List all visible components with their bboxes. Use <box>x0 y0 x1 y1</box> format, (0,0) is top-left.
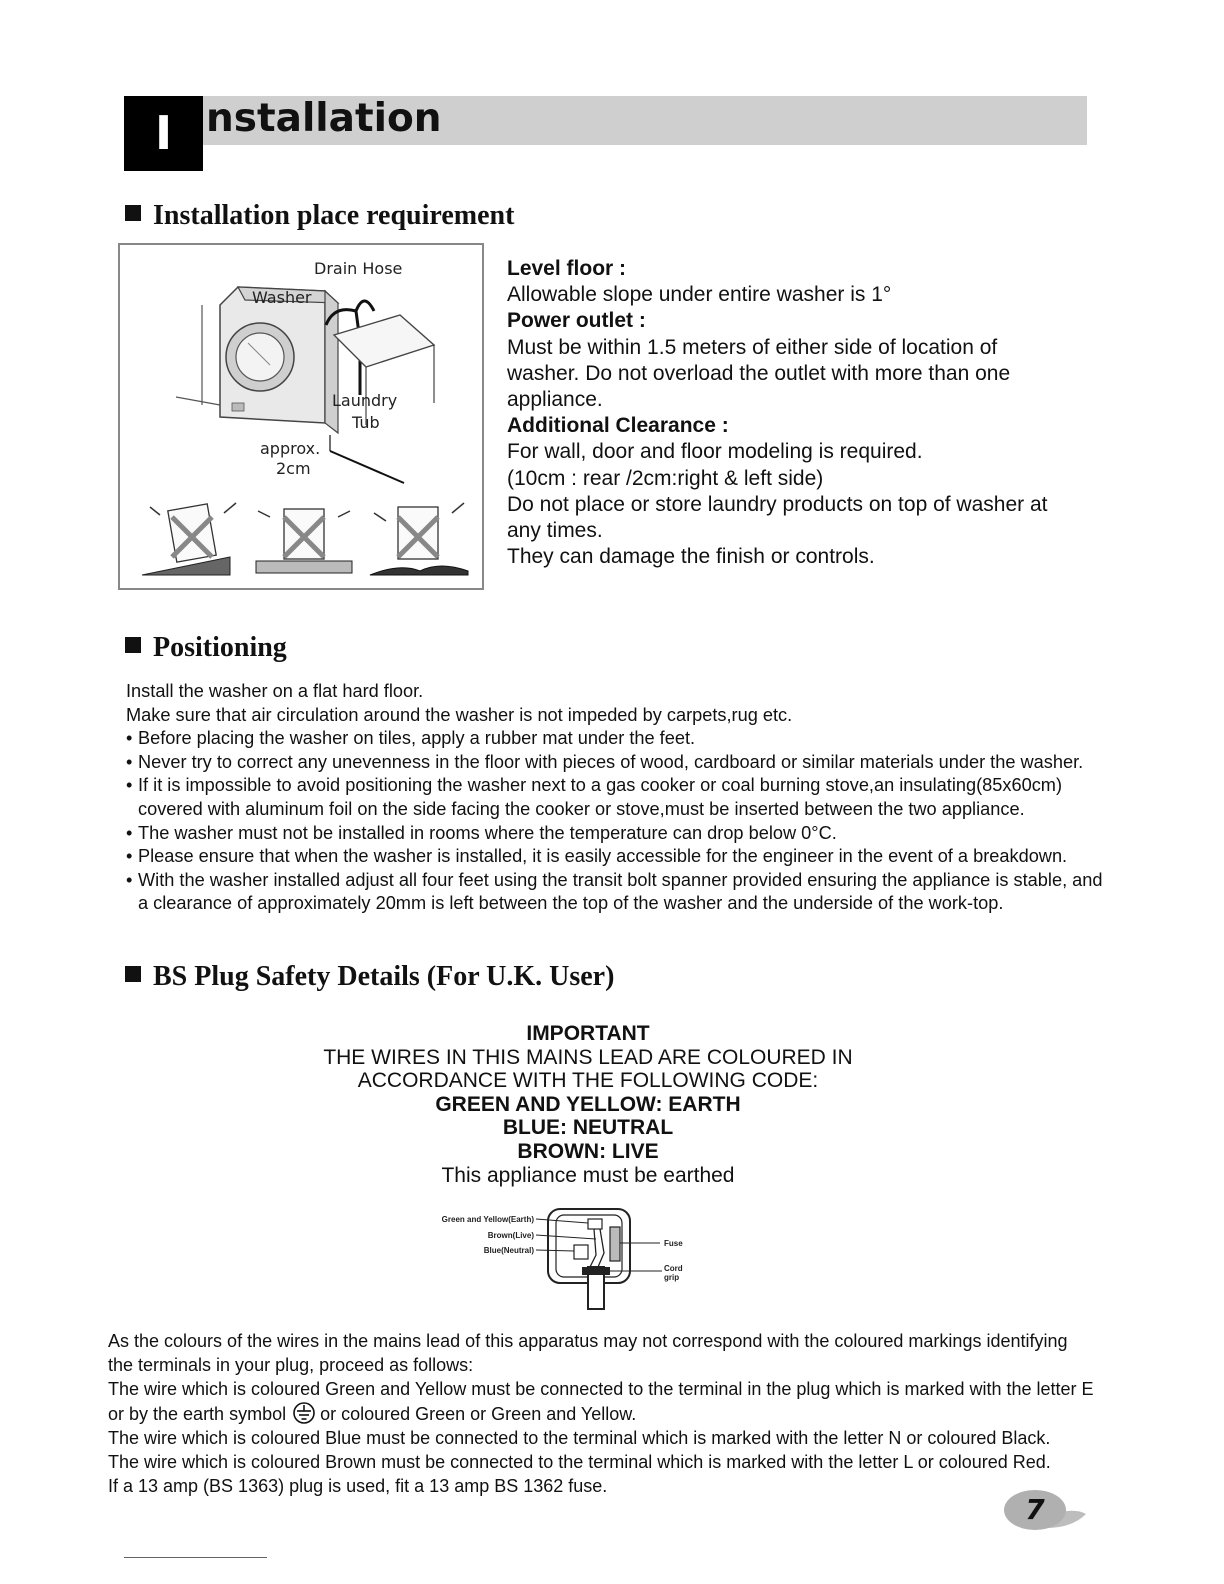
level-floor-heading: Level floor : <box>507 257 627 280</box>
page-number-badge <box>1002 1488 1088 1532</box>
wire-earth: GREEN AND YELLOW: EARTH <box>435 1092 741 1116</box>
positioning-intro: Make sure that air circulation around the washer is not impeded by carpets,rug etc. <box>126 704 793 725</box>
label-approx-value: 2cm <box>276 459 311 478</box>
positioning-bullet: • Never try to correct any unevenness in the floor with pieces of wood, cardboard or similar materials under the washer. <box>126 751 1084 772</box>
bs-text-line: the terminals in your plug, proceed as follows: <box>108 1354 474 1375</box>
bs-text-line: The wire which is coloured Blue must be connected to the terminal which is marked with the letter N or coloured Black. <box>108 1428 1051 1449</box>
positioning-bullet: • With the washer installed adjust all four feet using the transit bolt spanner provided ensuring the appliance is stable, and a clearance of approximately 20mm is left between the top of the washer and the underside of the work-top. <box>126 869 1103 914</box>
bs-text-line: As the colours of the wires in the mains lead of this apparatus may not correspond with the coloured markings identifying <box>108 1331 1068 1351</box>
page-number: 7 <box>1025 1493 1045 1526</box>
bs-text-line: The wire which is coloured Brown must be connected to the terminal which is marked with the letter L or coloured Red. <box>108 1451 1051 1472</box>
installation-figure <box>118 243 484 590</box>
section-title-bs-plug: BS Plug Safety Details (For U.K. User) <box>125 961 614 993</box>
plug-label-fuse: Fuse <box>664 1239 683 1248</box>
important-line: ACCORDANCE WITH THE FOLLOWING CODE: <box>357 1069 819 1093</box>
positioning-bullet: • The washer must not be installed in rooms where the temperature can drop below 0°C. <box>126 822 837 843</box>
power-outlet-line: appliance. <box>507 388 603 412</box>
requirements-text <box>507 256 1107 570</box>
power-outlet-line: Must be within 1.5 meters of either side of location of <box>507 335 998 359</box>
bs-text-line: or by the earth symbol or coloured Green or Green and Yellow. <box>108 1401 1108 1427</box>
level-floor-text: Allowable slope under entire washer is 1° <box>507 283 892 307</box>
label-washer: Washer <box>252 288 312 307</box>
wire-live: BROWN: LIVE <box>517 1139 659 1163</box>
plug-label-grip: grip <box>664 1273 680 1282</box>
bs-text-line: If a 13 amp (BS 1363) plug is used, fit a 13 amp BS 1362 fuse. <box>108 1475 608 1496</box>
earth-symbol-icon <box>292 1401 316 1425</box>
important-title: IMPORTANT <box>526 1022 650 1045</box>
plug-wiring-diagram <box>438 1205 708 1315</box>
bs-plug-text <box>108 1330 1108 1499</box>
square-bullet-icon <box>125 205 141 221</box>
power-outlet-line: washer. Do not overload the outlet with more than one <box>507 361 1011 385</box>
wire-neutral: BLUE: NEUTRAL <box>502 1116 674 1140</box>
page-title: nstallation <box>206 96 442 141</box>
positioning-intro: Install the washer on a flat hard floor. <box>126 681 424 701</box>
square-bullet-icon <box>125 637 141 653</box>
power-outlet-heading: Power outlet : <box>507 309 646 333</box>
positioning-bullet: • If it is impossible to avoid positioning the washer next to a gas cooker or coal burning stove,an insulating(85x60cm) covered with aluminum foil on the side facing the cooker or stove,must be inserted between the two appliance. <box>126 775 1063 819</box>
footer-rule <box>124 1557 267 1558</box>
positioning-bullet: • Please ensure that when the washer is installed, it is easily accessible for the engineer in the event of a breakdown. <box>126 846 1068 867</box>
plug-label-earth: Green and Yellow(Earth) <box>441 1215 534 1224</box>
label-approx: approx. <box>260 439 321 458</box>
important-line: THE WIRES IN THIS MAINS LEAD ARE COLOURED IN <box>323 1045 853 1069</box>
plug-label-neutral: Blue(Neutral) <box>483 1246 534 1255</box>
square-bullet-icon <box>125 966 141 982</box>
section-title-place: Installation place requirement <box>125 200 514 232</box>
positioning-text <box>126 680 1116 916</box>
important-notice <box>288 1022 888 1187</box>
section-title-positioning: Positioning <box>125 632 287 664</box>
clearance-line: They can damage the finish or controls. <box>507 545 875 569</box>
header-initial: I <box>124 96 203 171</box>
plug-label-cord: Cord <box>664 1264 683 1273</box>
clearance-line: any times. <box>507 519 603 543</box>
clearance-line: For wall, door and floor modeling is required. <box>507 440 923 464</box>
plug-label-live: Brown(Live) <box>487 1231 534 1240</box>
label-laundry: Laundry <box>332 391 398 410</box>
clearance-line: (10cm : rear /2cm:right & left side) <box>507 466 824 490</box>
clearance-heading: Additional Clearance : <box>507 414 729 438</box>
bs-text-line: The wire which is coloured Green and Yellow must be connected to the terminal in the plug which is marked with the letter E <box>108 1378 1094 1399</box>
positioning-bullet: • Before placing the washer on tiles, apply a rubber mat under the feet. <box>126 728 696 749</box>
earthed-note: This appliance must be earthed <box>441 1163 735 1187</box>
label-drain-hose: Drain Hose <box>314 259 403 278</box>
clearance-line: Do not place or store laundry products on top of washer at <box>507 492 1048 516</box>
label-tub: Tub <box>352 413 380 432</box>
